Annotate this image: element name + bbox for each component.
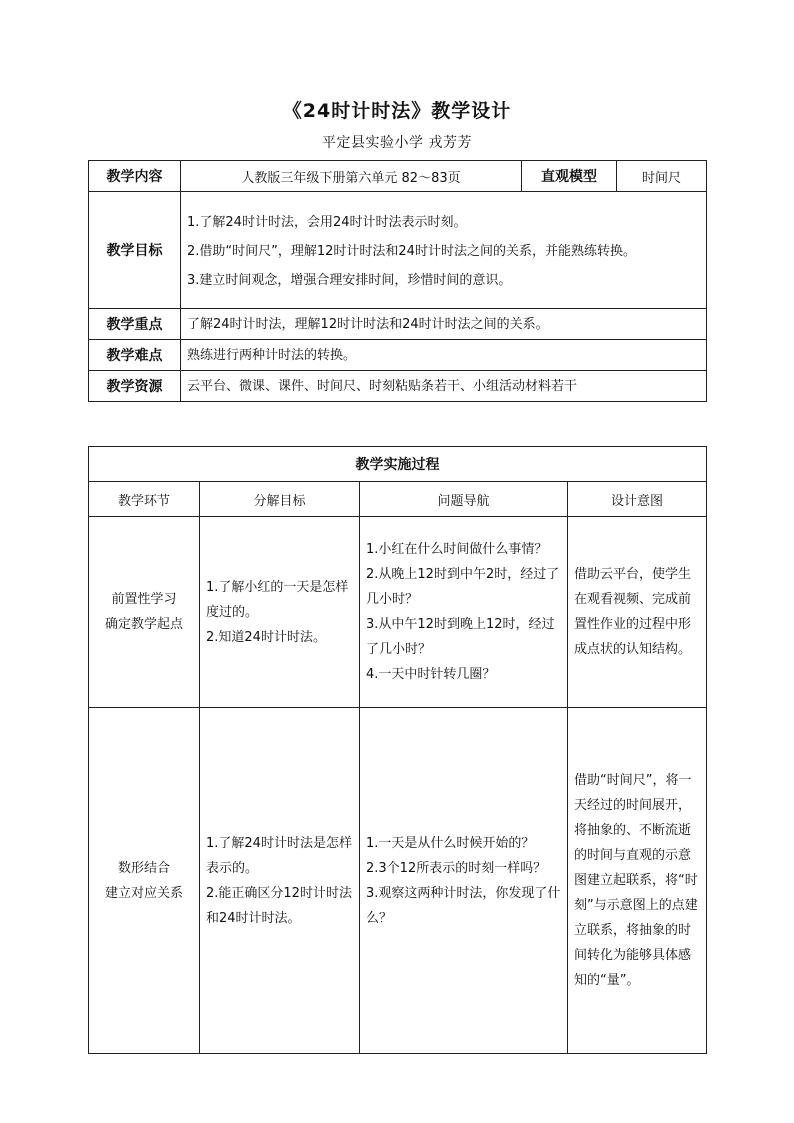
stage-line: 确定教学起点: [104, 617, 183, 632]
stage-line: 前置性学习: [111, 592, 177, 607]
key-row: [89, 309, 707, 340]
difficulty-row: [89, 340, 707, 371]
question-item: 3.观察这两种计时法，你发现了什么？: [366, 885, 561, 926]
target-cell: [200, 708, 360, 1054]
question-item: 2.3个12所表示的时刻一样吗？: [366, 860, 547, 876]
target-item: 2.知道24时计时法。: [206, 629, 326, 645]
difficulty-value: 熟练进行两种计时法的转换。: [181, 340, 707, 371]
model-value: 时间尺: [617, 161, 707, 192]
question-item: 3.从中午12时到晚上12时，经过了几小时？: [366, 617, 555, 657]
question-item: 2.从晚上12时到中午2时，经过了几小时？: [366, 567, 560, 607]
content-row: [89, 161, 707, 192]
table-row: [89, 517, 707, 708]
table-row: [89, 708, 707, 1054]
header-questions: 问题导航: [360, 482, 568, 517]
info-table: [88, 160, 707, 402]
target-item: 2.能正确区分12时计时法和24时计时法。: [206, 885, 352, 926]
header-stage: 教学环节: [89, 482, 200, 517]
model-label: 直观模型: [522, 161, 617, 192]
author-line: 平定县实验小学 戎芳芳: [322, 135, 472, 151]
goal-row: [89, 192, 707, 309]
key-label: 教学重点: [89, 309, 181, 340]
goal-label: 教学目标: [89, 192, 181, 309]
resource-label: 教学资源: [89, 371, 181, 402]
question-item: 4.一天中时针转几圈？: [366, 667, 496, 682]
content-label: 教学内容: [89, 161, 181, 192]
question-item: 1.小红在什么时间做什么事情？: [366, 542, 548, 557]
content-value: 人教版三年级下册第六单元 82～83页: [181, 161, 522, 192]
question-item: 1.一天是从什么时候开始的？: [366, 835, 535, 851]
questions-cell: [360, 708, 568, 1054]
stage-line: 建立对应关系: [104, 885, 183, 901]
difficulty-label: 教学难点: [89, 340, 181, 371]
goal-item: 2.借助“时间尺”，理解12时计时法和24时计时法之间的关系，并能熟练转换。: [187, 243, 636, 259]
target-item: 1.了解24时计时法是怎样表示的。: [206, 835, 352, 876]
key-value: 了解24时计时法，理解12时计时法和24时计时法之间的关系。: [181, 309, 707, 340]
target-item: 1.了解小红的一天是怎样度过的。: [206, 579, 349, 620]
stage-cell: [89, 517, 200, 708]
process-table: [88, 446, 707, 1054]
stage-cell: [89, 708, 200, 1054]
intent-cell: 借助“时间尺”，将一天经过的时间展开，将抽象的、不断流逝的时间与直观的示意图建立起联系，将“时刻”与示意图上的点建立联系，将抽象的时间转化为能够具体感知的“量”。: [568, 708, 707, 1054]
goal-list: [181, 192, 707, 309]
stage-line: 数形结合: [117, 860, 170, 876]
document-title: 《24时计时法》教学设计: [282, 100, 512, 122]
header-intent: 设计意图: [568, 482, 707, 517]
goal-item: 1.了解24时计时法，会用24时计时法表示时刻。: [187, 214, 467, 230]
intent-cell: 借助云平台，使学生在观看视频、完成前置性作业的过程中形成点状的认知结构。: [568, 517, 707, 708]
resource-row: [89, 371, 707, 402]
process-header-row: [89, 482, 707, 517]
questions-cell: [360, 517, 568, 708]
header-target: 分解目标: [200, 482, 360, 517]
target-cell: [200, 517, 360, 708]
goal-item: 3.建立时间观念，增强合理安排时间，珍惜时间的意识。: [187, 272, 512, 288]
resource-value: 云平台、微课、课件、时间尺、时刻粘贴条若干、小组活动材料若干: [181, 371, 707, 402]
process-heading: 教学实施过程: [89, 447, 707, 482]
